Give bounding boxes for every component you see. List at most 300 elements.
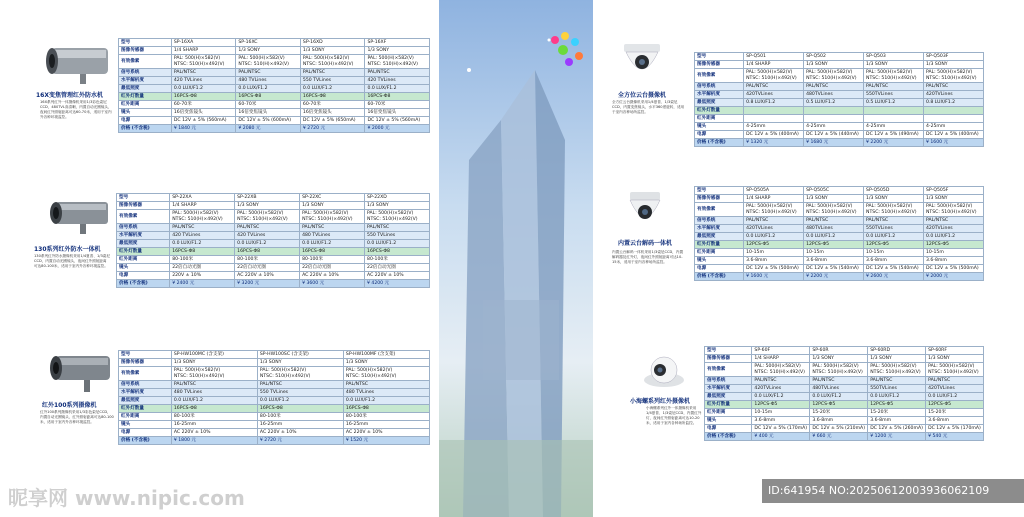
spec-cell: 1/3 SONY <box>923 61 983 69</box>
spec-label: 镜头 <box>695 257 744 265</box>
spec-cell: PAL/NTSC <box>926 377 984 385</box>
spec-cell: DC 12V ± 5% (440mA) <box>804 131 864 139</box>
product-desc: 全方位云台摄像机采用1/4夏普、1/3索尼CCD，内置变焦镜头，水平360度旋转，适用于室内各种场所监控。 <box>612 100 685 114</box>
spec-cell: 420 TVLines <box>235 232 300 240</box>
spec-row-resolution <box>695 225 984 233</box>
product-title: 红外100系列摄像机 <box>42 402 97 409</box>
spec-cell: 12PCS-Φ5 <box>923 241 983 249</box>
spec-row-system <box>705 377 984 385</box>
spec-cell: SP-Q505A <box>744 187 804 195</box>
spec-cell: ¥ 1840 元 <box>171 125 236 133</box>
spec-table <box>694 186 984 281</box>
spec-cell: SP-Q505C <box>804 187 864 195</box>
spec-cell: 0.0 LUX/F1.2 <box>864 233 924 241</box>
spec-cell: 0.0 LUX/F1.2 <box>171 85 236 93</box>
spec-cell-ntsc: NTSC: 510(H)×492(V) <box>259 373 311 379</box>
spec-row-irled <box>119 405 430 413</box>
spec-row-price <box>705 433 984 441</box>
spec-cell: 3.6-8mm <box>810 417 868 425</box>
spec-cell: 480 TVLines <box>300 232 365 240</box>
spec-cell: AC 220V ± 10% <box>235 272 300 280</box>
center-building-artwork <box>439 0 593 517</box>
spec-label: 镜头 <box>695 123 744 131</box>
spec-row-illum <box>705 393 984 401</box>
spec-label: 型号 <box>695 187 744 195</box>
spec-cell: 550TVLines <box>864 91 924 99</box>
spec-cell: 4-25mm <box>744 123 804 131</box>
spec-cell-ntsc: NTSC: 510(H)×492(V) <box>866 209 917 215</box>
spec-cell: 80-100米 <box>170 256 235 264</box>
spec-row-resolution <box>117 232 430 240</box>
spec-cell: 80-100米 <box>171 413 257 421</box>
spec-cell: PAL/NTSC <box>804 217 864 225</box>
spec-label: 红外灯数量 <box>695 107 744 115</box>
spec-cell-ntsc: NTSC: 510(H)×492(V) <box>367 216 418 222</box>
spec-cell: 12PCS-Φ5 <box>926 401 984 409</box>
spec-cell: PAL/NTSC <box>365 69 430 77</box>
spec-cell: 1/3 SONY <box>864 195 924 203</box>
spec-row-system <box>695 217 984 225</box>
spec-cell: SP-16XD <box>300 39 365 47</box>
spec-row-system <box>117 224 430 232</box>
spec-cell: 80-100米 <box>257 413 343 421</box>
spec-cell: 1/3 SONY <box>804 195 864 203</box>
spec-cell: 12PCS-Φ5 <box>752 401 810 409</box>
spec-cell: 0.0 LUX/F1.2 <box>171 397 257 405</box>
spec-cell: 15-20米 <box>810 409 868 417</box>
spec-cell <box>868 363 926 377</box>
spec-label: 价格 (不含税) <box>119 125 172 133</box>
spec-cell: DC 12V ± 5% (560mA) <box>365 117 430 125</box>
spec-label: 红外灯数量 <box>119 93 172 101</box>
spec-row-illum <box>117 240 430 248</box>
spec-row-pixels <box>119 367 430 381</box>
product-desc: 130系列红外防水摄像机采用1/4夏普、1/3索尼CCD，内置自动光圈镜头，夜间红外照射距离可达80-100米，适用于室内外各种环境监控。 <box>34 254 110 268</box>
spec-row-irdist <box>119 413 430 421</box>
spec-cell-pal: PAL: 500(H)×582(V) <box>746 70 793 76</box>
spec-row-price <box>119 437 430 445</box>
spec-label: 信号系统 <box>695 83 744 91</box>
spec-label: 信号系统 <box>119 381 172 389</box>
spec-cell: PAL/NTSC <box>744 83 804 91</box>
spec-cell-ntsc: NTSC: 510(H)×492(V) <box>173 61 225 67</box>
spec-cell: SP-22XD <box>365 194 430 202</box>
spec-row-price <box>695 273 984 281</box>
spec-row-system <box>119 69 430 77</box>
spec-cell <box>804 107 864 115</box>
spec-label: 价格 (不含税) <box>119 437 172 445</box>
spec-cell: 16PCS-Φ8 <box>343 405 429 413</box>
spec-label: 红外距离 <box>695 249 744 257</box>
spec-cell: DC 12V ± 5% (540mA) <box>804 265 864 273</box>
spec-cell: 480 TVLines <box>343 389 429 397</box>
spec-cell: PAL/NTSC <box>300 69 365 77</box>
spec-cell: AC 220V ± 10% <box>171 429 257 437</box>
spec-label: 有效像素 <box>695 203 744 217</box>
spec-cell: 16倍变焦镜头 <box>300 109 365 117</box>
spec-cell: 420TVLines <box>926 385 984 393</box>
image-id-bar: ID:641954 NO:20250612003936062109 <box>762 479 1024 503</box>
spec-row-illum <box>119 397 430 405</box>
spec-cell: DC 12V ± 5% (400mA) <box>923 131 983 139</box>
spec-cell: 15-20米 <box>926 409 984 417</box>
spec-label: 图像传感器 <box>695 195 744 203</box>
spec-row-power <box>705 425 984 433</box>
spec-cell: 16倍变焦镜头 <box>236 109 301 117</box>
spec-row-power <box>119 117 430 125</box>
spec-cell-ntsc: NTSC: 510(H)×492(V) <box>237 216 288 222</box>
spec-cell: 3.6-8mm <box>926 417 984 425</box>
spec-cell: 10-15m <box>752 409 810 417</box>
product-title: 130系列红外防水一体机 <box>34 246 101 253</box>
spec-cell: 1/3 SONY <box>171 359 257 367</box>
spec-row-model <box>695 53 984 61</box>
spec-row-irdist <box>119 101 430 109</box>
spec-label: 红外距离 <box>117 256 170 264</box>
spec-label: 图像传感器 <box>119 359 172 367</box>
spec-cell: ¥ 540 元 <box>926 433 984 441</box>
spec-cell: 480TVLines <box>804 91 864 99</box>
spec-cell: 420 TVLines <box>171 77 236 85</box>
spec-cell <box>744 115 804 123</box>
spec-cell: SP-60RD <box>868 347 926 355</box>
spec-row-irled <box>705 401 984 409</box>
bullet-camera-image <box>46 348 116 396</box>
spec-row-system <box>119 381 430 389</box>
spec-row-irled <box>119 93 430 101</box>
spec-row-pixels <box>695 203 984 217</box>
spec-row-power <box>695 131 984 139</box>
spec-label: 价格 (不含税) <box>695 139 744 147</box>
spec-cell: ¥ 2400 元 <box>170 280 235 288</box>
spec-cell: 80-100米 <box>365 256 430 264</box>
spec-cell: ¥ 1200 元 <box>868 433 926 441</box>
spec-cell: 1/4 SHARP <box>744 61 804 69</box>
spec-cell: 16-25mm <box>343 421 429 429</box>
spec-label: 电源 <box>119 429 172 437</box>
spec-cell: 0.0 LUX/F1.2 <box>365 240 430 248</box>
spec-cell: 1/3 SONY <box>236 47 301 55</box>
spec-row-sensor <box>119 47 430 55</box>
spec-cell: SP-HW100MF (含支架) <box>343 351 429 359</box>
spec-label: 有效像素 <box>695 69 744 83</box>
spec-cell: PAL/NTSC <box>744 217 804 225</box>
spec-cell: 22倍自动光圈 <box>170 264 235 272</box>
spec-cell: 0.0 LUX/F1.2 <box>744 233 804 241</box>
spec-label: 价格 (不含税) <box>705 433 752 441</box>
spec-cell <box>864 203 924 217</box>
spec-cell-ntsc: NTSC: 510(H)×492(V) <box>345 373 397 379</box>
spec-cell: 12PCS-Φ5 <box>804 241 864 249</box>
spec-cell: ¥ 2080 元 <box>236 125 301 133</box>
spec-row-sensor <box>695 195 984 203</box>
spec-cell: 16倍变焦镜头 <box>365 109 430 117</box>
product-desc: 红外100系列摄像机采用1/3彩色索尼CCD，内置自动光圈镜头，红外照射距离可达80-100米，适用于室内外各种环境监控。 <box>40 410 114 424</box>
spec-cell: 1/3 SONY <box>365 47 430 55</box>
spec-cell: 550TVLines <box>864 225 924 233</box>
spec-cell: 0.0 LUX/F1.2 <box>923 233 983 241</box>
spec-cell: ¥ 1320 元 <box>744 139 804 147</box>
spec-cell: ¥ 660 元 <box>810 433 868 441</box>
spec-label: 型号 <box>119 39 172 47</box>
spec-cell: SP-16XA <box>171 39 236 47</box>
spec-row-sensor <box>117 202 430 210</box>
spec-cell: ¥ 1680 元 <box>804 139 864 147</box>
spec-cell <box>804 203 864 217</box>
spec-cell: 10-15m <box>744 249 804 257</box>
spec-label: 水平解析度 <box>119 77 172 85</box>
spec-row-resolution <box>705 385 984 393</box>
spec-cell-ntsc: NTSC: 510(H)×492(V) <box>173 373 225 379</box>
spec-cell: DC 12V ± 5% (260mA) <box>868 425 926 433</box>
spec-cell: PAL/NTSC <box>868 377 926 385</box>
spec-cell: PAL/NTSC <box>804 83 864 91</box>
spec-cell: 4-25mm <box>804 123 864 131</box>
spec-cell <box>923 107 983 115</box>
spec-cell <box>365 210 430 224</box>
spec-row-irdist <box>117 256 430 264</box>
spec-label: 信号系统 <box>695 217 744 225</box>
spec-cell: 550 TVLines <box>257 389 343 397</box>
spec-label: 最低照度 <box>119 397 172 405</box>
spec-cell: 480 TVLines <box>236 77 301 85</box>
spec-row-resolution <box>695 91 984 99</box>
spec-cell: 16PCS-Φ8 <box>171 93 236 101</box>
spec-cell: 22倍自动光圈 <box>300 264 365 272</box>
spec-cell: 420TVLines <box>923 91 983 99</box>
spec-cell-pal: PAL: 500(H)×582(V) <box>754 364 801 370</box>
spec-cell: 550 TVLines <box>365 232 430 240</box>
spec-cell: 1/4 SHARP <box>171 47 236 55</box>
spec-cell: 1/3 SONY <box>926 355 984 363</box>
spec-label: 价格 (不含税) <box>117 280 170 288</box>
spec-cell <box>365 55 430 69</box>
spec-cell: SP-Q505F <box>923 187 983 195</box>
product-title: 16X变焦管理红外防水机 <box>36 92 103 99</box>
spec-cell: ¥ 2200 元 <box>804 273 864 281</box>
spec-cell: 3.6-8mm <box>923 257 983 265</box>
spec-table <box>118 38 430 133</box>
spec-cell: 1/3 SONY <box>235 202 300 210</box>
spec-cell: 420TVLines <box>744 225 804 233</box>
spec-row-model <box>117 194 430 202</box>
spec-cell: 0.0 LUX/F1.2 <box>365 85 430 93</box>
spec-cell: 3.6-8mm <box>868 417 926 425</box>
spec-cell: 0.0 LUX/F1.2 <box>868 393 926 401</box>
spec-cell: 0.0 LUX/F1.2 <box>300 85 365 93</box>
spec-label: 最低照度 <box>695 99 744 107</box>
spec-cell: 1/3 SONY <box>300 202 365 210</box>
spec-label: 信号系统 <box>705 377 752 385</box>
spec-cell: AC 220V ± 10% <box>257 429 343 437</box>
spec-cell: 0.5 LUX/F1.2 <box>804 99 864 107</box>
spec-cell: 0.0 LUX/F1.2 <box>804 233 864 241</box>
spec-label: 红外距离 <box>119 101 172 109</box>
spec-cell: SP-60R <box>810 347 868 355</box>
spec-cell: AC 220V ± 10% <box>365 272 430 280</box>
watermark-text: 昵享网 www.nipic.com <box>8 486 245 510</box>
spec-cell: 16PCS-Φ8 <box>236 93 301 101</box>
spec-label: 图像传感器 <box>119 47 172 55</box>
spec-cell-ntsc: NTSC: 510(H)×492(V) <box>746 75 797 81</box>
spec-cell: ¥ 3600 元 <box>300 280 365 288</box>
spec-cell <box>864 115 924 123</box>
spec-label: 红外灯数量 <box>119 405 172 413</box>
spec-row-resolution <box>119 389 430 397</box>
spec-cell-pal: PAL: 500(H)×582(V) <box>238 56 285 62</box>
speed-dome-image <box>624 190 666 232</box>
spec-row-illum <box>695 99 984 107</box>
spec-cell: DC 12V ± 5% (600mA) <box>236 117 301 125</box>
spec-cell <box>300 55 365 69</box>
spec-cell <box>300 210 365 224</box>
spec-cell: 16PCS-Φ8 <box>300 93 365 101</box>
spec-label: 水平解析度 <box>695 91 744 99</box>
spec-cell-pal: PAL: 500(H)×582(V) <box>367 56 414 62</box>
spec-cell-pal: PAL: 500(H)×582(V) <box>866 70 913 76</box>
spec-cell <box>923 69 983 83</box>
spec-cell: DC 12V ± 5% (490mA) <box>864 131 924 139</box>
spec-cell: 10-15m <box>804 249 864 257</box>
spec-cell-pal: PAL: 500(H)×582(V) <box>806 204 853 210</box>
spec-row-system <box>695 83 984 91</box>
spec-cell: SP-22XC <box>300 194 365 202</box>
spec-cell <box>804 69 864 83</box>
spec-cell: 10-15m <box>923 249 983 257</box>
spec-row-lens <box>119 109 430 117</box>
spec-label: 电源 <box>695 265 744 273</box>
spec-cell: 60-70米 <box>365 101 430 109</box>
spec-cell: 0.0 LUX/F1.2 <box>752 393 810 401</box>
spec-cell: 80-100米 <box>235 256 300 264</box>
spec-row-sensor <box>695 61 984 69</box>
spec-label: 电源 <box>695 131 744 139</box>
spec-cell: 1/3 SONY <box>257 359 343 367</box>
spec-label: 水平解析度 <box>695 225 744 233</box>
spec-cell: SP-Q501 <box>744 53 804 61</box>
spec-cell: 0.0 LUX/F1.2 <box>300 240 365 248</box>
spec-cell: 420 TVLines <box>170 232 235 240</box>
spec-label: 型号 <box>705 347 752 355</box>
spec-cell: 80-100米 <box>343 413 429 421</box>
spec-label: 型号 <box>117 194 170 202</box>
spec-cell <box>235 210 300 224</box>
spec-cell: 22倍自动光圈 <box>235 264 300 272</box>
spec-row-irdist <box>705 409 984 417</box>
spec-cell: ¥ 3200 元 <box>235 280 300 288</box>
spec-row-irdist <box>695 249 984 257</box>
spec-label: 有效像素 <box>119 367 172 381</box>
spec-cell: SP-HW100SC (含支架) <box>257 351 343 359</box>
spec-label: 有效像素 <box>117 210 170 224</box>
spec-cell: 480 TVLines <box>171 389 257 397</box>
spec-cell-pal: PAL: 500(H)×582(V) <box>925 204 973 210</box>
spec-cell <box>744 107 804 115</box>
spec-cell-ntsc: NTSC: 510(H)×492(V) <box>866 75 917 81</box>
spec-label: 红外灯数量 <box>705 401 752 409</box>
spec-cell: SP-22XB <box>235 194 300 202</box>
spec-cell-pal: PAL: 500(H)×582(V) <box>259 368 307 374</box>
spec-cell: 420 TVLines <box>365 77 430 85</box>
spec-cell: SP-60RF <box>926 347 984 355</box>
spec-cell: 4-25mm <box>923 123 983 131</box>
spec-label: 水平解析度 <box>117 232 170 240</box>
spec-label: 价格 (不含税) <box>695 273 744 281</box>
spec-cell: 0.0 LUX/F1.2 <box>926 393 984 401</box>
spec-cell <box>744 203 804 217</box>
spec-cell: DC 12V ± 5% (650mA) <box>300 117 365 125</box>
spec-cell: AC 220V ± 10% <box>343 429 429 437</box>
spec-row-lens <box>695 123 984 131</box>
spec-cell <box>343 367 429 381</box>
spec-cell: DC 12V ± 5% (540mA) <box>864 265 924 273</box>
spec-label: 信号系统 <box>119 69 172 77</box>
spec-cell <box>257 367 343 381</box>
spec-cell: 0.0 LUX/F1.2 <box>343 397 429 405</box>
spec-cell: SP-16XF <box>365 39 430 47</box>
spec-cell-ntsc: NTSC: 510(H)×492(V) <box>806 209 857 215</box>
spec-row-model <box>119 39 430 47</box>
spec-cell: ¥ 1600 元 <box>744 273 804 281</box>
spec-label: 镜头 <box>705 417 752 425</box>
spec-cell: ¥ 2600 元 <box>864 273 924 281</box>
spec-cell: 80-100米 <box>300 256 365 264</box>
spec-cell: 1/3 SONY <box>923 195 983 203</box>
spec-label: 最低照度 <box>117 240 170 248</box>
bullet-camera-image <box>44 196 114 236</box>
spec-cell: 16PCS-Φ8 <box>170 248 235 256</box>
spec-cell: ¥ 2000 元 <box>365 125 430 133</box>
spec-cell: DC 12V ± 5% (560mA) <box>171 117 236 125</box>
spec-cell: 0.8 LUX/F1.2 <box>744 99 804 107</box>
spec-row-model <box>119 351 430 359</box>
spec-row-sensor <box>119 359 430 367</box>
spec-cell: 1/4 SHARP <box>752 355 810 363</box>
spec-cell: 16PCS-Φ8 <box>365 248 430 256</box>
spec-cell: 4-25mm <box>864 123 924 131</box>
spec-cell: 0.0 LUX/F1.2 <box>257 397 343 405</box>
spec-cell-pal: PAL: 500(H)×582(V) <box>812 364 859 370</box>
spec-cell: PAL/NTSC <box>864 217 924 225</box>
spec-cell <box>926 363 984 377</box>
spec-cell-pal: PAL: 500(H)×582(V) <box>925 70 973 76</box>
spec-cell <box>236 55 301 69</box>
spec-cell <box>810 363 868 377</box>
spec-label: 红外距离 <box>705 409 752 417</box>
spec-label: 有效像素 <box>705 363 752 377</box>
spec-cell: 15-20米 <box>868 409 926 417</box>
spec-cell: 3.6-8mm <box>752 417 810 425</box>
spec-row-irled <box>117 248 430 256</box>
spec-cell: 1/3 SONY <box>804 61 864 69</box>
spec-cell: 12PCS-Φ5 <box>868 401 926 409</box>
colorful-logo-icon <box>547 30 593 70</box>
spec-cell: DC 12V ± 5% (170mA) <box>926 425 984 433</box>
spec-label: 红外灯数量 <box>695 241 744 249</box>
spec-cell: 12PCS-Φ5 <box>864 241 924 249</box>
spec-table <box>694 52 984 147</box>
spec-cell-ntsc: NTSC: 510(H)×492(V) <box>238 61 289 67</box>
product-title: 内置云台解码一体机 <box>618 240 673 247</box>
spec-cell <box>804 115 864 123</box>
spec-cell-pal: PAL: 500(H)×582(V) <box>806 70 853 76</box>
spec-cell: 1/3 SONY <box>868 355 926 363</box>
spec-cell: 16-25mm <box>171 421 257 429</box>
spec-row-power <box>119 429 430 437</box>
spec-cell: ¥ 4200 元 <box>365 280 430 288</box>
spec-table <box>116 193 430 288</box>
spec-cell: DC 12V ± 5% (170mA) <box>752 425 810 433</box>
